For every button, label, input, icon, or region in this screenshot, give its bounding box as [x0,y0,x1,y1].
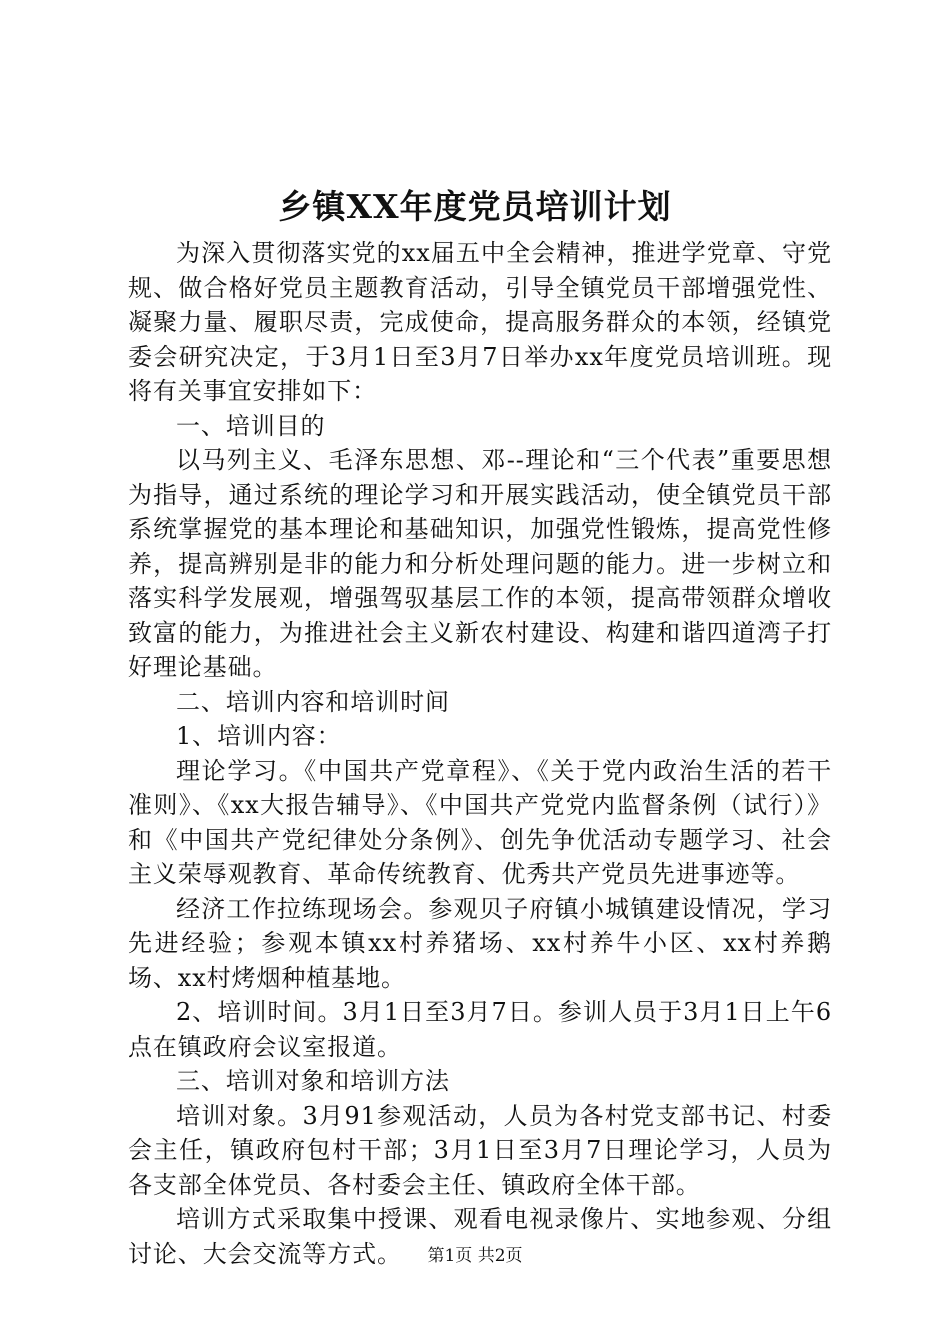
paragraph-training-targets: 培训对象。3月91参观活动，人员为各村党支部书记、村委会主任，镇政府包村干部；3月1日至3月7日理论学习，人员为各支部全体党员、各村委会主任、镇政府全体干部。 [128,1101,832,1199]
paragraph-training-methods: 培训方式采取集中授课、观看电视录像片、实地参观、分组讨论、大会交流等方式。 [128,1205,832,1268]
page-number-footer: 第1页 共2页 [427,1246,523,1266]
section-heading-purpose: 一、培训目的 [176,411,326,440]
paragraph-training-time: 2、培训时间。3月1日至3月7日。参训人员于3月1日上午6点在镇政府会议室报道。 [128,998,832,1061]
paragraph-theory-study: 理论学习。《中国共产党章程》、《关于党内政治生活的若干准则》、《xx大报告辅导》、《中国共产党党内监督条例（试行）》和《中国共产党纪律处分条例》、创先争优活动专题学习、社会主义荣辱观教育、革命传统教育、优秀共产党员先进事迹等。 [128,756,832,888]
document-body [128,236,832,1271]
subheading-content: 1、培训内容： [176,722,342,750]
section-heading-content-time: 二、培训内容和培训时间 [176,687,450,716]
paragraph-purpose: 以马列主义、毛泽东思想、邓--理论和“三个代表”重要思想为指导，通过系统的理论学习和开展实践活动，使全镇党员干部系统掌握党的基本理论和基础知识，加强党性锻炼，提高党性修养，提高辨别是非的能力和分析处理问题的能力。进一步树立和落实科学发展观，增强驾驭基层工作的本领，提高带领群众增收致富的能力，为推进社会主义新农村建设、构建和谐四道湾子打好理论基础。 [128,446,832,681]
paragraph-intro: 为深入贯彻落实党的xx届五中全会精神，推进学党章、守党规、做合格好党员主题教育活动，引导全镇党员干部增强党性、凝聚力量、履职尽责，完成使命，提高服务群众的本领，经镇党委会研究决定，于3月1日至3月7日举办xx年度党员培训班。现将有关事宜安排如下： [128,239,832,405]
document-title: 乡镇XX年度党员培训计划 [278,187,672,226]
paragraph-economic-work: 经济工作拉练现场会。参观贝子府镇小城镇建设情况，学习先进经验；参观本镇xx村养猪场、xx村养牛小区、xx村养鹅场、xx村烤烟种植基地。 [128,894,832,992]
section-heading-targets-methods: 三、培训对象和培训方法 [176,1067,450,1095]
